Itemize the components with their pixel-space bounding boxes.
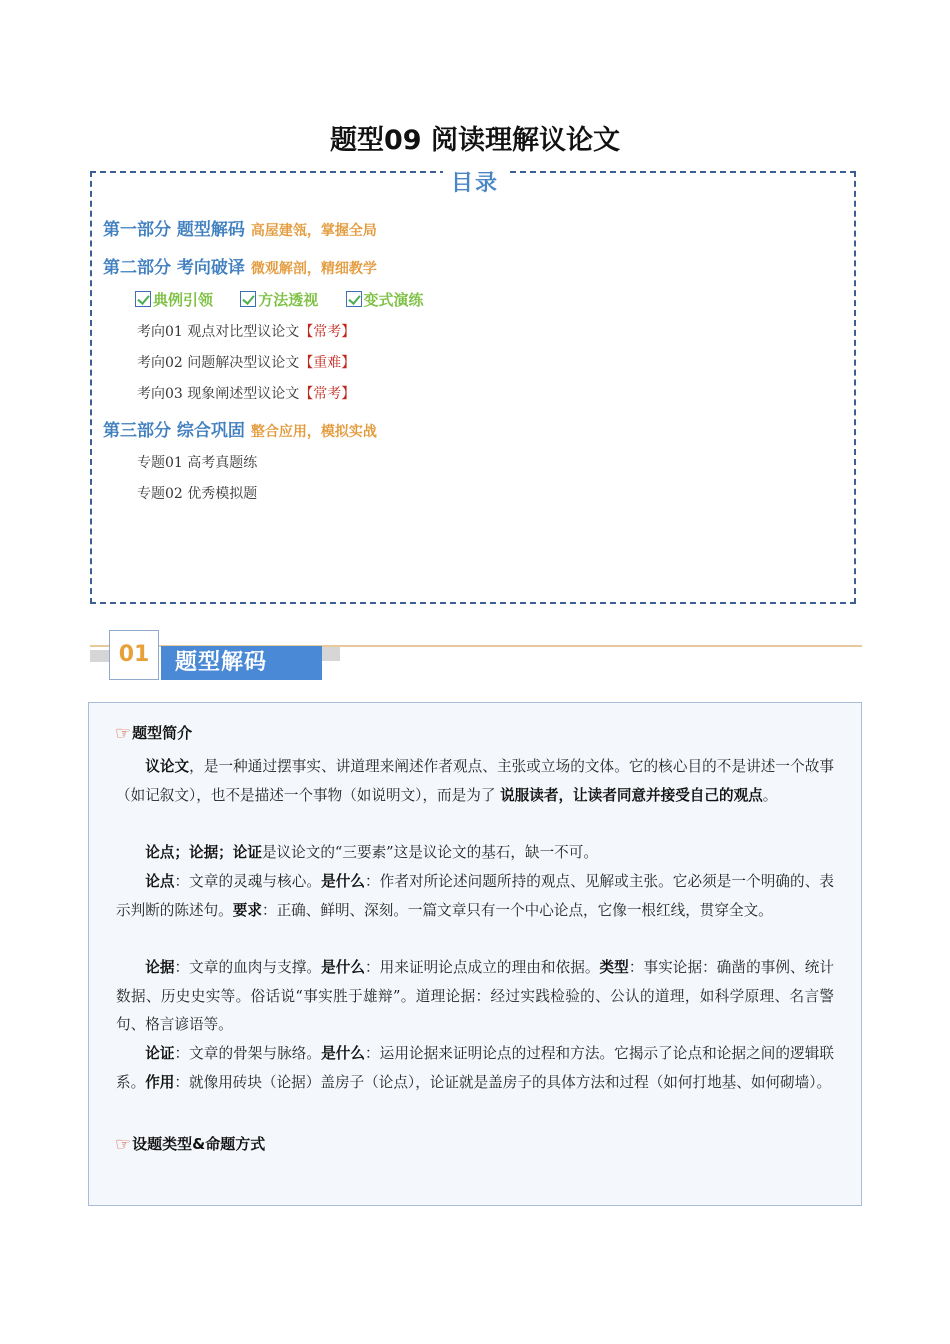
toc-part-3[interactable] [103,416,377,441]
types-heading: ☞设题类型&命题方式 [115,1134,266,1155]
toc-part-2[interactable] [103,253,377,278]
paragraph-definition: 议论文，是一种通过摆事实、讲道理来阐述作者观点、主张或立场的文体。它的核心目的不是讲述一个故事（如记叙文），也不是描述一个事物（如说明文），而是为了 说服读者，让读者同意并接受自己的观点。 [116,758,834,804]
toc-chip-methods[interactable]: 方法透视 [240,289,318,310]
section-decor-left [90,650,110,662]
toc-part-3-label: 第三部分 综合巩固 [103,421,245,441]
toc-part-2-slogan: 微观解剖，精细教学 [250,261,377,277]
toc-topic-1[interactable]: 专题01 高考真题练 [137,455,258,471]
toc-part-3-slogan: 整合应用，模拟实战 [250,424,377,440]
toc-part-1-label: 第一部分 题型解码 [103,220,245,240]
toc-chip-practice[interactable]: 变式演练 [346,289,424,310]
section-decor-right [322,647,340,661]
toc-direction-1[interactable]: 考向01 观点对比型议论文【常考】 [137,324,356,340]
page-title: 题型09 阅读理解议论文 [330,125,620,156]
paragraph-reasoning: 论证：文章的骨架与脉络。是什么：运用论据来证明论点的过程和方法。它揭示了论点和论据之间的逻辑联系。作用：就像用砖块（论据）盖房子（论点），论证就是盖房子的具体方法和过程（如何打地基、如何砌墙）。 [116,1045,834,1091]
paragraph-evidence: 论据：文章的血肉与支撑。是什么：用来证明论点成立的理由和依据。类型：事实论据：确凿的事例、统计数据、历史史实等。俗话说“事实胜于雄辩”。道理论据：经过实践检验的、公认的道理，如科学原理、名言警句、格言谚语等。 [116,959,834,1034]
toc-part-2-label: 第二部分 考向破译 [103,258,245,278]
toc-part-1-slogan: 高屋建瓴，掌握全局 [250,223,377,239]
toc-part-1[interactable] [103,215,377,240]
toc-direction-2[interactable]: 考向02 问题解决型议论文【重难】 [137,355,356,371]
toc-chip-examples[interactable]: 典例引领 [135,289,213,310]
section-title: 题型解码 [161,646,322,680]
paragraph-three-elements: 论点；论据；论证是议论文的“三要素”这是议论文的基石，缺一不可。 [145,844,598,861]
checklist-icon [346,291,362,307]
paragraph-argument-point: 论点：文章的灵魂与核心。是什么：作者对所论述问题所持的观点、见解或主张。它必须是一个明确的、表示判断的陈述句。要求：正确、鲜明、深刻。一篇文章只有一个中心论点，它像一根红线，贯穿全文。 [116,873,834,919]
toc-direction-3[interactable]: 考向03 现象阐述型议论文【常考】 [137,386,356,402]
pointing-hand-icon: ☞ [115,1134,132,1155]
toc-heading: 目录 [0,166,950,197]
toc-topic-2[interactable]: 专题02 优秀模拟题 [137,486,258,502]
checklist-icon [135,291,151,307]
checklist-icon [240,291,256,307]
toc-chip-row [135,289,446,310]
pointing-hand-icon: ☞ [115,723,132,744]
intro-heading: ☞题型简介 [115,723,193,744]
section-number: 01 [109,630,159,680]
